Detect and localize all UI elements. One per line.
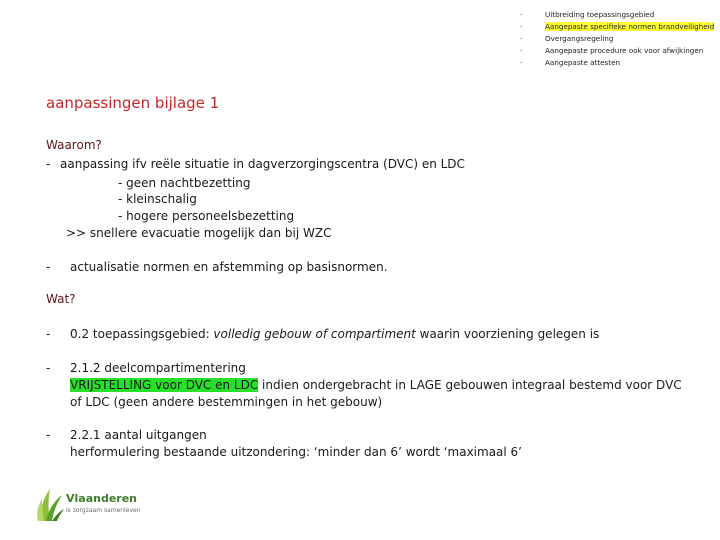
bullet: - bbox=[520, 58, 523, 67]
bullet: - bbox=[520, 22, 523, 31]
wat-heading: Wat? bbox=[46, 292, 76, 306]
reason-line: aanpassing ifv reële situatie in dagverzorgingscentra (DVC) en LDC bbox=[60, 157, 465, 171]
outline-item-label-highlighted: Aangepaste specifieke normen brandveiligheid bbox=[545, 22, 715, 31]
conclusion-line: >> snellere evacuatie mogelijk dan bij WZC bbox=[66, 226, 332, 240]
outline-list bbox=[518, 9, 714, 69]
outline-item-label: Overgangsregeling bbox=[545, 34, 614, 43]
wat-item-line: of LDC (geen andere bestemmingen in het gebouw) bbox=[70, 395, 383, 409]
wat-item-title: 2.2.1 aantal uitgangen bbox=[70, 428, 207, 442]
wat-item-emphasis: volledig gebouw of compartiment bbox=[213, 327, 416, 341]
reason-line: actualisatie normen en afstemming op basisnormen. bbox=[70, 260, 388, 274]
outline-item bbox=[518, 57, 714, 69]
logo-tagline: is zorgzaam samenleven bbox=[66, 507, 141, 514]
slide-title: aanpassingen bijlage 1 bbox=[46, 94, 220, 112]
vlaanderen-logo bbox=[36, 487, 156, 527]
dash: - bbox=[46, 157, 51, 171]
wat-item-line bbox=[70, 378, 682, 392]
dash: - bbox=[46, 260, 51, 274]
reason-sub-item: - kleinschalig bbox=[118, 192, 197, 206]
wat-item-title: 2.1.2 deelcompartimentering bbox=[70, 361, 246, 375]
dash: - bbox=[46, 428, 51, 442]
waarom-heading: Waarom? bbox=[46, 138, 102, 152]
wat-item-text: indien ondergebracht in LAGE gebouwen integraal bestemd voor DVC bbox=[258, 378, 682, 392]
wat-item bbox=[70, 327, 599, 341]
reason-sub-item: - hogere personeelsbezetting bbox=[118, 209, 295, 223]
outline-item-active bbox=[518, 21, 714, 33]
dash: - bbox=[46, 327, 51, 341]
outline-item-label: Aangepaste procedure ook voor afwijkingen bbox=[545, 46, 704, 55]
logo-name: Vlaanderen bbox=[66, 492, 138, 505]
wat-item-line: herformulering bestaande uitzondering: ‘minder dan 6’ wordt ‘maximaal 6’ bbox=[70, 445, 522, 459]
outline-item-label: Aangepaste attesten bbox=[545, 58, 621, 67]
exemption-highlight: VRIJSTELLING voor DVC en LDC bbox=[70, 378, 259, 392]
dash: - bbox=[46, 361, 51, 375]
wat-item-suffix: waarin voorziening gelegen is bbox=[415, 327, 600, 341]
wat-item-prefix: 0.2 toepassingsgebied: bbox=[70, 327, 214, 341]
reason-sub-item: - geen nachtbezetting bbox=[118, 176, 251, 190]
outline-item bbox=[518, 33, 714, 45]
leaf-logo-icon bbox=[36, 487, 66, 523]
bullet: - bbox=[520, 10, 523, 19]
outline-item-label: Uitbreiding toepassingsgebied bbox=[545, 10, 655, 19]
outline-item bbox=[518, 45, 714, 57]
outline-item bbox=[518, 9, 714, 21]
bullet: - bbox=[520, 34, 523, 43]
bullet: - bbox=[520, 46, 523, 55]
